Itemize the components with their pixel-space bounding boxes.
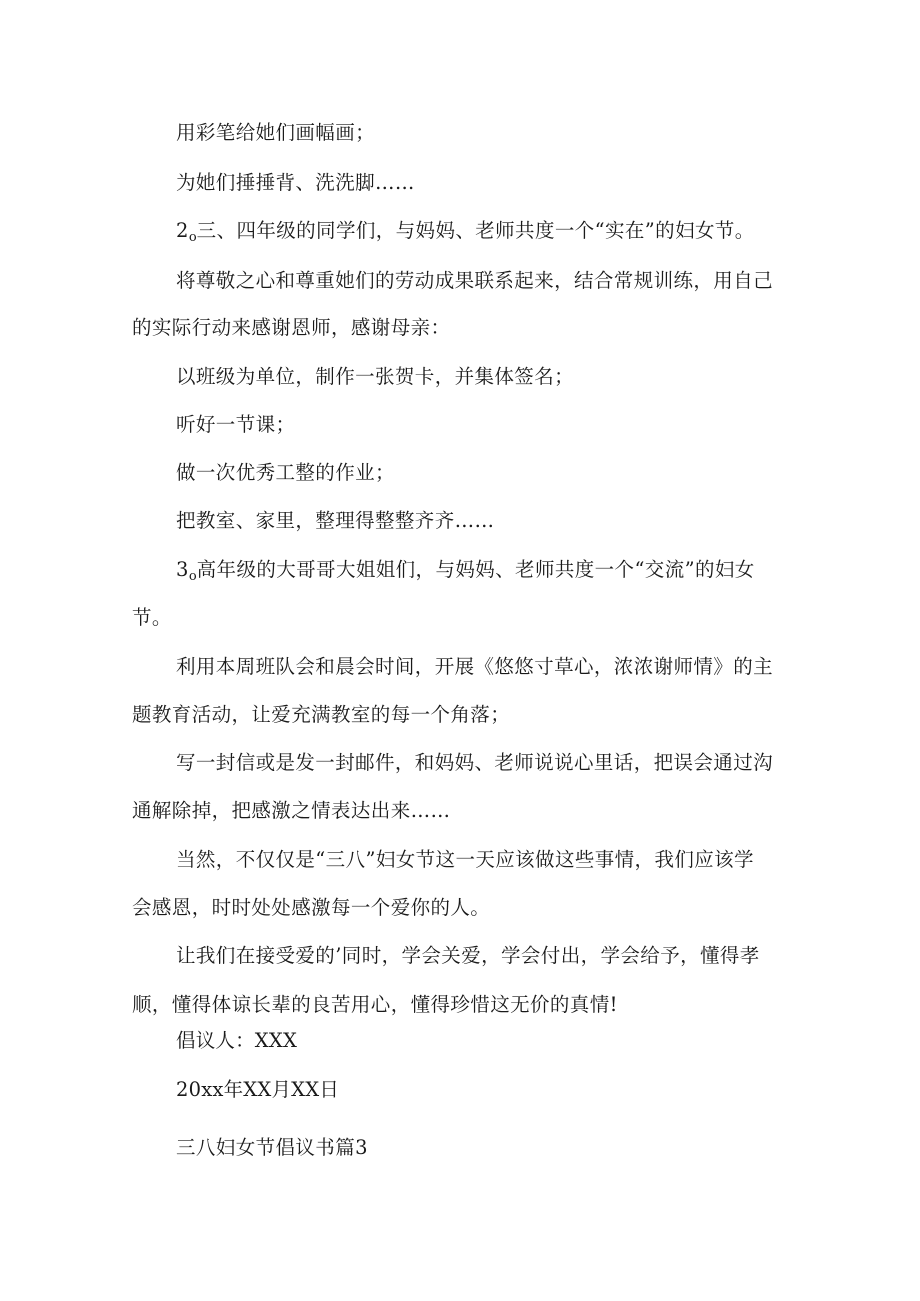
list-item-3	[176, 557, 755, 590]
paragraph-line: 会感恩，时时处处感激每一个爱你的人。	[132, 896, 491, 919]
date-line: 20xx年XX月XX日	[176, 1078, 340, 1101]
paragraph-line: 的实际行动来感谢恩师，感谢母亲：	[132, 316, 451, 339]
list-item-text: 高年级的大哥哥大姐姐们，与妈妈、老师共度一个“交流”的妇女	[196, 558, 755, 581]
paragraph-line: 利用本周班队会和晨会时间，开展《悠悠寸草心，浓浓谢师情》的主	[176, 655, 774, 678]
paragraph-line: 让我们在接受爱的’同时，学会关爱，学会付出，学会给予，懂得孝	[176, 944, 760, 967]
list-item-text: 三、四年级的同学们，与妈妈、老师共度一个“实在”的妇女节。	[196, 219, 755, 242]
list-number: 2	[176, 219, 189, 242]
paragraph-line: 通解除掉，把感激之情表达出来……	[132, 799, 451, 822]
list-separator: o	[188, 230, 197, 245]
paragraph-line: 听好一节课；	[176, 413, 296, 436]
paragraph-line: 顺，懂得体谅长辈的良苦用心，懂得珍惜这无价的真情!	[132, 993, 618, 1016]
section-heading: 三八妇女节倡议书篇3	[176, 1136, 368, 1159]
paragraph-line: 题教育活动，让爱充满教室的每一个角落；	[132, 703, 511, 726]
signatory: 倡议人：XXX	[176, 1029, 298, 1052]
paragraph-line: 将尊敬之心和尊重她们的劳动成果联系起来，结合常规训练，用自己	[176, 269, 774, 292]
paragraph-line: 写一封信或是发一封邮件，和妈妈、老师说说心里话，把误会通过沟	[176, 751, 774, 774]
list-number: 3	[176, 558, 189, 581]
paragraph-line: 为她们捶捶背、洗洗脚……	[176, 171, 415, 194]
paragraph-line: 做一次优秀工整的作业；	[176, 461, 395, 484]
list-item-2	[176, 218, 755, 251]
paragraph-line: 以班级为单位，制作一张贺卡，并集体签名；	[176, 365, 575, 388]
paragraph-line: 节。	[132, 606, 172, 629]
list-separator: o	[188, 569, 197, 584]
paragraph-line: 当然，不仅仅是“三八”妇女节这一天应该做这些事情，我们应该学	[176, 848, 754, 871]
paragraph-line: 用彩笔给她们画幅画；	[176, 121, 376, 144]
paragraph-line: 把教室、家里，整理得整整齐齐……	[176, 509, 495, 532]
